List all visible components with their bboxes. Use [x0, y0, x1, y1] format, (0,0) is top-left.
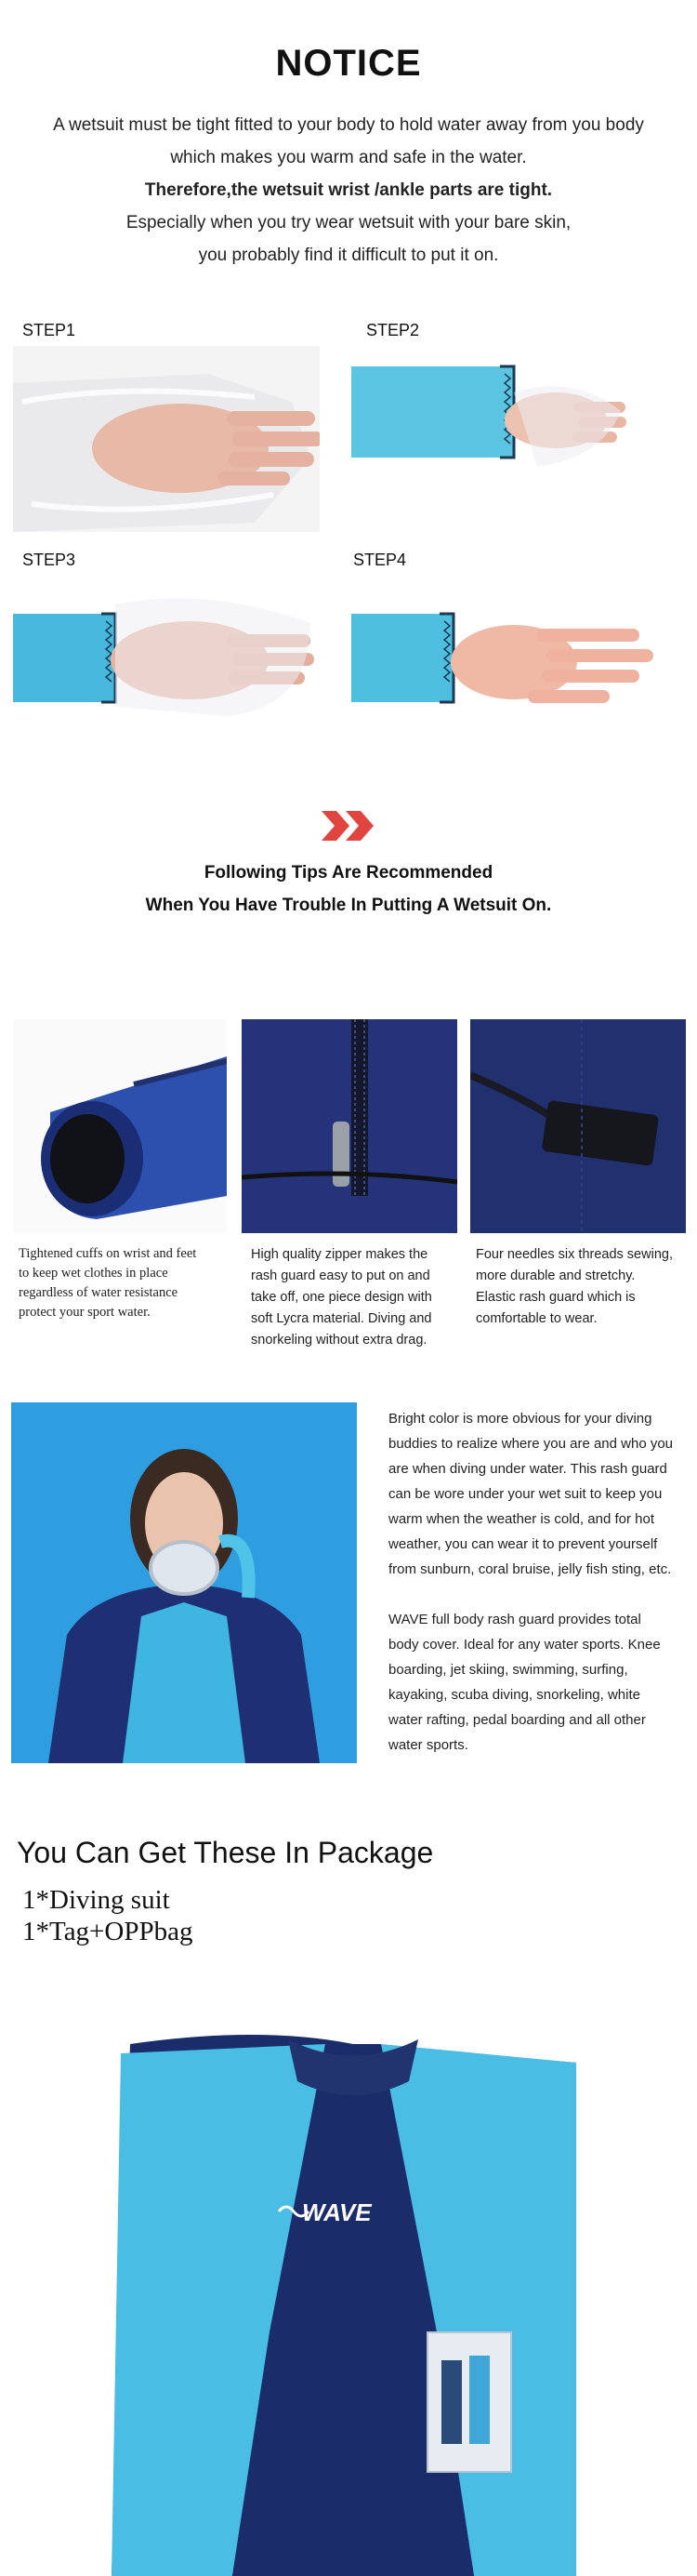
description-line: weather, you can wear it to prevent yourself — [388, 1536, 658, 1552]
notice-line-5: you probably find it difficult to put it on. — [198, 246, 499, 265]
description-line: buddies to realize where you are and who you — [388, 1436, 674, 1452]
description-line: kayaking, scuba diving, snorkeling, white — [388, 1687, 640, 1703]
product-photo — [74, 2025, 632, 2576]
zipper-photo — [242, 1019, 457, 1233]
package-title: You Can Get These In Package — [17, 1836, 434, 1869]
description-line: are when diving under water. This rash guard — [388, 1461, 667, 1477]
step2-photo — [351, 346, 630, 495]
caption-line: rash guard easy to put on and — [251, 1268, 430, 1283]
caption-line: Tightened cuffs on wrist and feet — [19, 1246, 197, 1261]
caption-line: snorkeling without extra drag. — [251, 1333, 427, 1348]
caption-line: High quality zipper makes the — [251, 1247, 428, 1262]
model-photo — [11, 1402, 357, 1763]
feature-caption-3 — [476, 1244, 694, 1330]
caption-line: regardless of water resistance — [19, 1285, 178, 1300]
notice-line-3: Therefore,the wetsuit wrist /ankle parts are tight. — [144, 180, 553, 200]
step1-photo — [13, 346, 320, 532]
description-line: can be wore under your wet suit to keep you — [388, 1486, 663, 1502]
notice-line-1: A wetsuit must be tight fitted to your body to hold water away from you body — [53, 115, 644, 135]
caption-line: Elastic rash guard which is — [476, 1290, 636, 1305]
step3-label: STEP3 — [22, 551, 76, 569]
notice-title: NOTICE — [275, 43, 422, 84]
description-line: warm when the weather is cold, and for hot — [388, 1511, 654, 1527]
step4-photo — [351, 577, 658, 725]
cuff-photo — [13, 1019, 227, 1233]
description-para-1 — [388, 1406, 697, 1582]
description-line: boarding, jet skiing, swimming, surfing, — [388, 1662, 628, 1678]
step3-photo — [13, 577, 320, 725]
description-line: from sunburn, coral bruise, jelly fish sting, etc. — [388, 1561, 672, 1577]
feature-caption-1 — [19, 1244, 237, 1322]
caption-line: more durable and stretchy. — [476, 1268, 636, 1283]
description-para-2 — [388, 1607, 697, 1758]
feature-caption-2 — [251, 1244, 460, 1351]
description-line: water rafting, pedal boarding and all other — [388, 1712, 646, 1728]
caption-line: protect your sport water. — [19, 1305, 151, 1320]
caption-line: soft Lycra material. Diving and — [251, 1311, 432, 1326]
description-line: water sports. — [388, 1737, 468, 1753]
stitching-photo — [470, 1019, 686, 1233]
notice-line-2: which makes you warm and safe in the water. — [170, 148, 527, 167]
package-item-2: 1*Tag+OPPbag — [22, 1917, 193, 1946]
caption-line: take off, one piece design with — [251, 1290, 432, 1305]
caption-line: comfortable to wear. — [476, 1311, 598, 1326]
wave-logo-text: WAVE — [302, 2198, 372, 2226]
step1-label: STEP1 — [22, 321, 76, 339]
caption-line: to keep wet clothes in place — [19, 1266, 168, 1281]
step4-label: STEP4 — [353, 551, 407, 569]
description-line: Bright color is more obvious for your diving — [388, 1411, 652, 1427]
tips-line-1: Following Tips Are Recommended — [204, 863, 493, 883]
caption-line: Four needles six threads sewing, — [476, 1247, 673, 1262]
package-item-1: 1*Diving suit — [22, 1885, 170, 1915]
description-line: body cover. Ideal for any water sports. Knee — [388, 1637, 661, 1653]
description-line: WAVE full body rash guard provides total — [388, 1612, 641, 1627]
notice-line-4: Especially when you try wear wetsuit with your bare skin, — [125, 213, 572, 232]
step2-label: STEP2 — [366, 321, 420, 339]
tips-line-2: When You Have Trouble In Putting A Wetsuit On. — [145, 896, 552, 915]
double-chevron-icon — [320, 809, 377, 843]
